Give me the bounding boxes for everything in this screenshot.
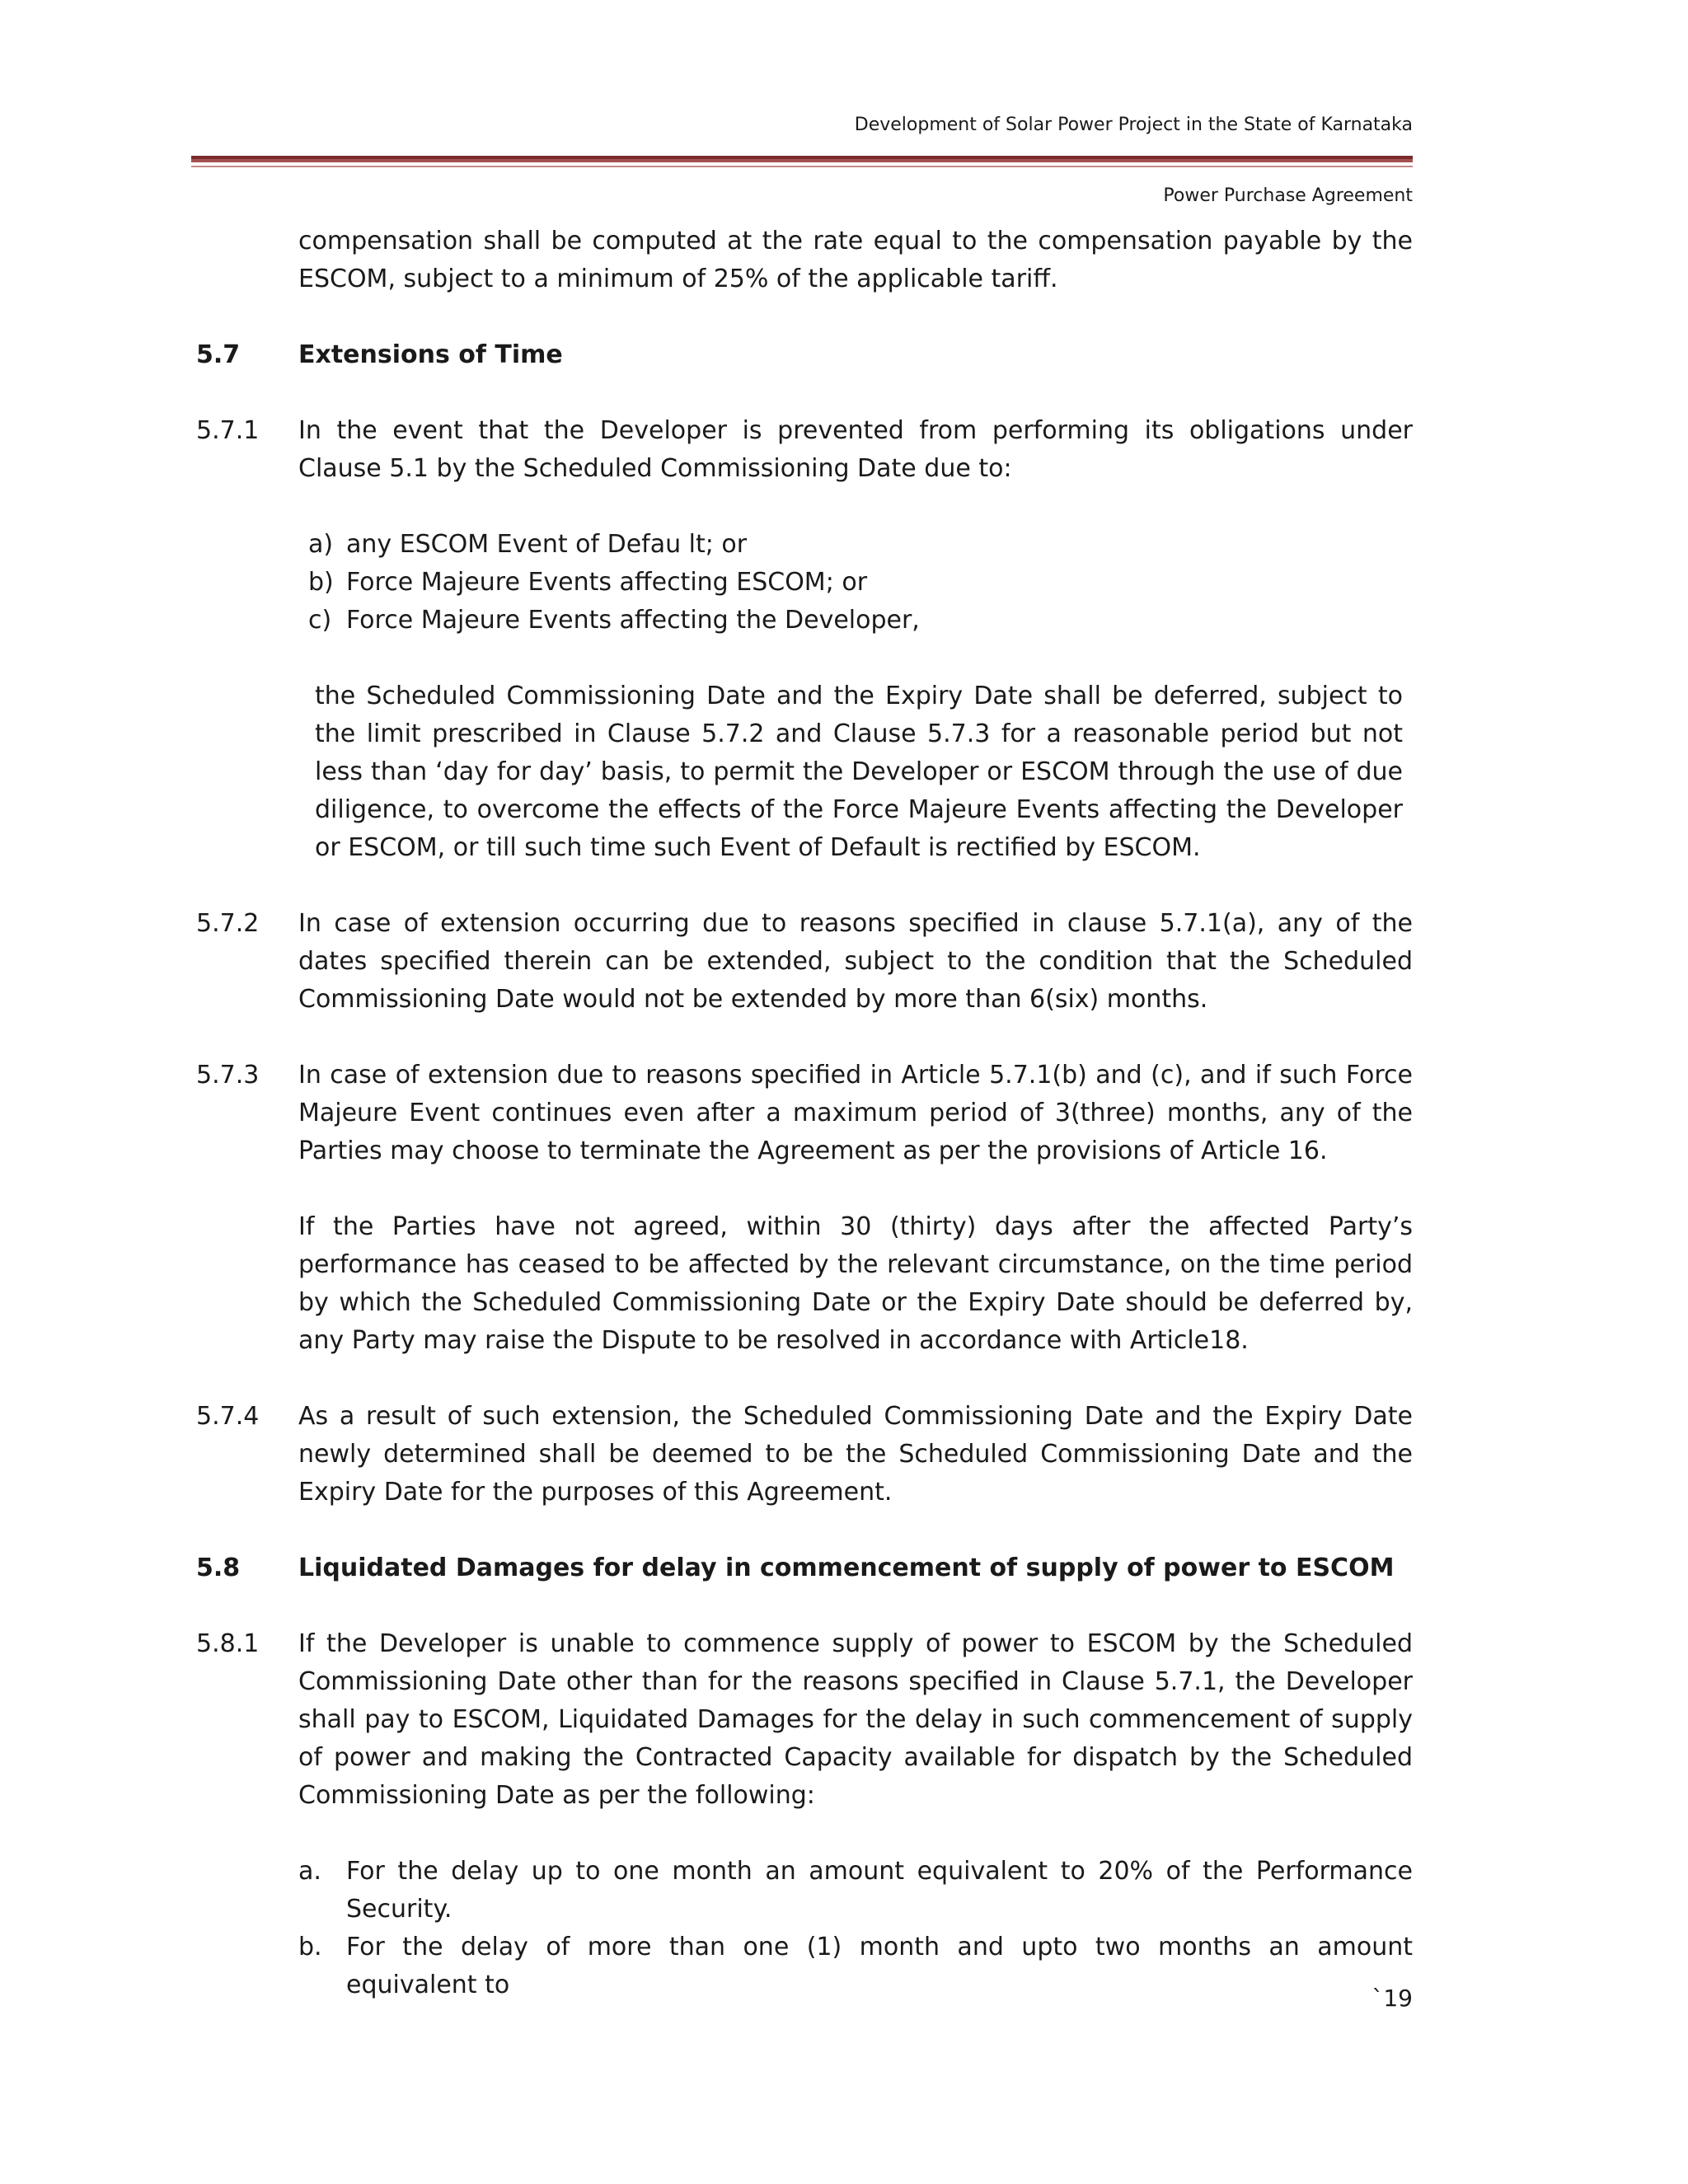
clause-5-7-1-consequence: the Scheduled Commissioning Date and the Expiry Date shall be deferred, subject to the limit prescribed in Clause 5.7.2 and Clause 5.7.3 for a reasonable period but not less than ‘day for day’ basis, to permit the Developer or ESCOM through the use of due diligence, to overcome the effects of the Force Majeure Events affecting the Developer or ESCOM, or till such time such Event of Default is rectified by ESCOM. bbox=[315, 682, 1403, 862]
section-number: 5.8 bbox=[196, 1554, 241, 1582]
list-item-label: a. bbox=[298, 1857, 321, 1886]
clause-5-7-1-list bbox=[196, 526, 1413, 640]
header-subtitle: Power Purchase Agreement bbox=[1163, 185, 1413, 206]
list-item-label: b) bbox=[308, 568, 334, 597]
clause-5-8-1-list bbox=[196, 1853, 1413, 2004]
clause-number: 5.7.1 bbox=[196, 416, 260, 445]
list-item-label: c) bbox=[308, 606, 332, 635]
clause-5-7-2 bbox=[196, 905, 1413, 1019]
header-rule-thin bbox=[191, 166, 1413, 167]
clause-text: If the Developer is unable to commence supply of power to ESCOM by the Scheduled Commissioning Date other than for the reasons specified in Clause 5.7.1, the Developer shall pay to ESCOM, Liquidated Damages for the delay in such commencement of supply of power and making the Contracted Capacity available for dispatch by the Scheduled Commissioning Date as per the following: bbox=[298, 1629, 1413, 1810]
clause-number: 5.7.4 bbox=[196, 1402, 260, 1431]
header-rule-thick bbox=[191, 156, 1413, 162]
list-item-label: b. bbox=[298, 1933, 322, 1961]
section-title: Liquidated Damages for delay in commencement of supply of power to ESCOM bbox=[298, 1554, 1395, 1582]
continuation-paragraph: compensation shall be computed at the rate equal to the compensation payable by the ESCOM, subject to a minimum of 25% of the applicable tariff. bbox=[298, 227, 1413, 293]
list-item-text: any ESCOM Event of Defau lt; or bbox=[346, 530, 748, 559]
clause-5-7-1 bbox=[196, 412, 1413, 488]
clause-5-7-3-paragraph-2: If the Parties have not agreed, within 30 (thirty) days after the affected Party’s performance has ceased to be affected by the relevant circumstance, on the time period by which the Scheduled Commissioning Date or the Expiry Date should be deferred by, any Party may raise the Dispute to be resolved in accordance with Article18. bbox=[298, 1212, 1413, 1355]
clause-number: 5.8.1 bbox=[196, 1629, 260, 1658]
list-item bbox=[196, 564, 1413, 602]
section-title: Extensions of Time bbox=[298, 340, 563, 369]
list-item bbox=[196, 602, 1413, 640]
page-number: `19 bbox=[1372, 1985, 1413, 2012]
clause-text: As a result of such extension, the Scheduled Commissioning Date and the Expiry Date newly determined shall be deemed to be the Scheduled Commissioning Date and the Expiry Date for the purposes of this Agreement. bbox=[298, 1402, 1413, 1507]
list-item bbox=[196, 1929, 1413, 2004]
list-item-text: Force Majeure Events affecting the Developer, bbox=[346, 606, 920, 635]
list-item-text: For the delay of more than one (1) month and upto two months an amount equivalent to bbox=[346, 1933, 1413, 1999]
clause-text: In case of extension occurring due to reasons specified in clause 5.7.1(a), any of the dates specified therein can be extended, subject to the condition that the Scheduled Commissioning Date would not be extended by more than 6(six) months. bbox=[298, 909, 1413, 1014]
section-5-7-heading bbox=[196, 336, 1413, 374]
section-number: 5.7 bbox=[196, 340, 241, 369]
list-item-label: a) bbox=[308, 530, 334, 559]
section-5-8-heading bbox=[196, 1549, 1413, 1587]
clause-number: 5.7.3 bbox=[196, 1061, 260, 1090]
header-title: Development of Solar Power Project in the State of Karnataka bbox=[854, 115, 1413, 135]
clause-number: 5.7.2 bbox=[196, 909, 260, 938]
list-item-text: For the delay up to one month an amount equivalent to 20% of the Performance Security. bbox=[346, 1857, 1413, 1924]
list-item-text: Force Majeure Events affecting ESCOM; or bbox=[346, 568, 868, 597]
clause-5-7-3 bbox=[196, 1057, 1413, 1170]
clause-text: In the event that the Developer is prevented from performing its obligations under Clause 5.1 by the Scheduled Commissioning Date due to: bbox=[298, 416, 1413, 483]
list-item bbox=[196, 526, 1413, 564]
clause-5-7-4 bbox=[196, 1398, 1413, 1511]
clause-5-8-1 bbox=[196, 1625, 1413, 1815]
clause-text: In case of extension due to reasons specified in Article 5.7.1(b) and (c), and if such Force Majeure Event continues even after a maximum period of 3(three) months, any of the Parties may choose to terminate the Agreement as per the provisions of Article 16. bbox=[298, 1061, 1413, 1165]
list-item bbox=[196, 1853, 1413, 1929]
document-body bbox=[196, 223, 1413, 2004]
